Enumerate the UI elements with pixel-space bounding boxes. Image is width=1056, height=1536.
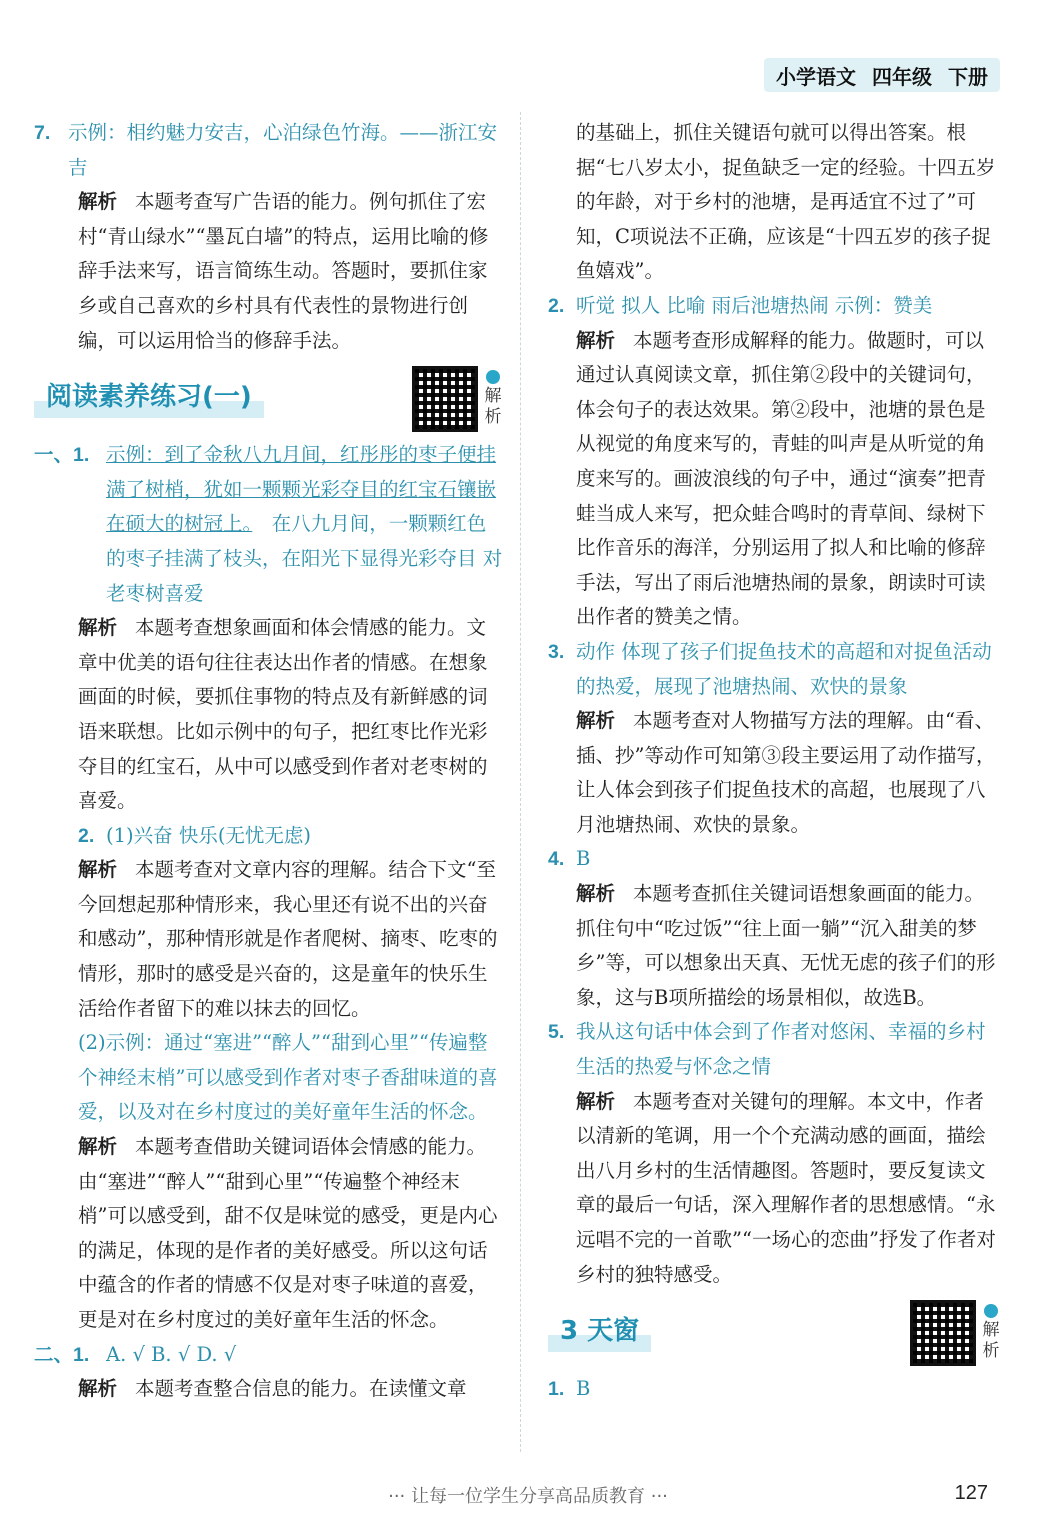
analysis-block [78,185,504,358]
right-column [548,116,1002,1407]
analysis-label: 解析 [78,616,118,640]
analysis-label: 解析 [576,1089,616,1113]
qr-label [980,1304,1002,1362]
answer-text: 示例：相约魅力安吉，心泊绿色竹海。——浙江安吉 [68,121,498,179]
question-number: 3. [548,640,565,663]
qr-label-text: 解析 [982,1320,1000,1362]
analysis-label: 解析 [78,1377,118,1401]
analysis-text: 本题考查对关键句的理解。本文中，作者以清新的笔调，用一个个充满动感的画面，描绘出八月乡村的生活情趣图。答题时，要反复读文章的最后一句话，深入理解作者的思想感情。“永远唱不完的一首歌”“一场心的恋曲”抒发了作者对乡村的独特感受。 [576,1089,996,1286]
section-header-lesson-3 [548,1300,1002,1366]
question-number: 一、1. [34,444,90,467]
question-number: 2. [78,824,95,847]
section-title: 3 天窗 [548,1314,651,1353]
answer-text: B [576,1377,591,1401]
question-1-2 [78,819,504,854]
question-4 [548,842,1002,877]
underlined-answer: 示例：到了金秋八九月间，红彤彤的枣子便挂满了树梢，犹如一颗颗光彩夺目的红宝石镶嵌在硕大的树冠上。 [106,443,497,536]
question-number: 1. [548,1378,565,1401]
question-number: 5. [548,1021,565,1044]
question-3 [548,635,1002,704]
analysis-block [78,853,504,1026]
answer-text: (1)兴奋 快乐(无忧无虑) [106,823,312,847]
question-number: 4. [548,848,565,871]
analysis-block [576,1085,1002,1293]
page-header [764,58,1000,92]
analysis-label: 解析 [576,882,616,906]
header-grade: 四年级 [872,64,932,89]
answer-text: A. √ B. √ D. √ [106,1342,237,1366]
question-2-1 [34,1338,504,1373]
analysis-label: 解析 [576,328,616,352]
lesson-3-question-1 [548,1372,1002,1407]
question-7 [34,116,504,185]
answer-text [106,438,504,611]
column-divider [520,112,521,1452]
qr-label-text: 解析 [484,386,502,428]
header-volume: 下册 [948,64,988,89]
qr-label [482,370,504,428]
left-column [34,116,504,1407]
analysis-text: 本题考查对人物描写方法的理解。由“看、插、抄”等动作可知第③段主要运用了动作描写，让人体会到孩子们捉鱼技术的高超，也展现了八月池塘热闹、欢快的景象。 [576,709,996,836]
analysis-text: 本题考查抓住关键词语想象画面的能力。抓住句中“吃过饭”“往上面一躺”“沉入甜美的梦乡”等，可以想象出天真、无忧无虑的孩子们的形象，这与B项所描绘的场景相似，故选B。 [576,882,996,1009]
analysis-label: 解析 [78,1135,118,1159]
analysis-continued: 的基础上，抓住关键语句就可以得出答案。根据“七八岁太小，捉鱼缺乏一定的经验。十四五岁的年龄，对于乡村的池塘，是再适宜不过了”可知，C项说法不正确，应该是“十四五岁的孩子捉鱼嬉戏”。 [576,121,996,283]
section-title: 阅读素养练习(一) [34,380,264,419]
question-number: 7. [34,122,51,144]
qr-code[interactable] [412,366,504,432]
question-number: 2. [548,294,565,317]
analysis-block [78,611,504,819]
question-2 [548,289,1002,324]
answer-text: 听觉 拟人 比喻 雨后池塘热闹 示例：赞美 [576,293,933,317]
header-subject: 小学语文 [776,64,856,89]
qr-code[interactable] [910,1300,1002,1366]
answer-text: B [576,847,591,871]
analysis-text: 本题考查借助关键词语体会情感的能力。由“塞进”“醉人”“甜到心里”“传遍整个神经末梢”可以感受到，甜不仅是味觉的感受，更是内心的满足，体现的是作者的美好感受。所以这句话中蕴含的作者的情感不仅是对枣子味道的喜爱，更是对在乡村度过的美好童年生活的怀念。 [78,1135,498,1331]
analysis-text: 本题考查写广告语的能力。例句抓住了宏村“青山绿水”“墨瓦白墙”的特点，运用比喻的修辞手法来写，语言简练生动。答题时，要抓住家乡或自己喜欢的乡村具有代表性的景物进行创编，可以运用恰当的修辞手法。 [78,190,489,352]
answer-text: (2)示例：通过“塞进”“醉人”“甜到心里”“传遍整个神经末梢”可以感受到作者对枣子香甜味道的喜爱，以及对在乡村度过的美好童年生活的怀念。 [78,1031,498,1124]
question-number: 二、1. [34,1343,90,1366]
question-5 [548,1015,1002,1084]
question-1-1 [34,438,504,611]
page-number: 127 [954,1482,988,1504]
analysis-block [576,324,1002,635]
analysis-label: 解析 [78,190,118,214]
qr-code-icon [910,1300,976,1366]
play-icon [984,1304,998,1318]
section-header-reading [34,366,504,432]
analysis-label: 解析 [576,709,616,733]
analysis-text: 本题考查形成解释的能力。做题时，可以通过认真阅读文章，抓住第②段中的关键词句，体会句子的表达效果。第②段中，池塘的景色是从视觉的角度来写的，青蛙的叫声是从听觉的角度来写的。画波浪线的句子中，通过“演奏”把青蛙当成人来写，把众蛙合鸣时的青草间、绿树下比作音乐的海洋，分别运用了拟人和比喻的修辞手法，写出了雨后池塘热闹的景象，朗读时可读出作者的赞美之情。 [576,328,986,629]
analysis-text: 本题考查整合信息的能力。在读懂文章 [135,1377,467,1401]
answer-text: 我从这句话中体会到了作者对悠闲、幸福的乡村生活的热爱与怀念之情 [576,1020,986,1079]
analysis-block [576,704,1002,842]
analysis-text: 本题考查想象画面和体会情感的能力。文章中优美的语句往往表达出作者的情感。在想象画面的时候，要抓住事物的特点及有新鲜感的词语来联想。比如示例中的句子，把红枣比作光彩夺目的红宝石，从中可以感受到作者对老枣树的喜爱。 [78,616,488,813]
question-1-2b [78,1026,504,1130]
play-icon [486,370,500,384]
analysis-block [78,1130,504,1338]
answer-rest: 在八九月间，一颗颗红色的枣子挂满了枝头，在阳光下显得光彩夺目 对老枣树喜爱 [106,512,503,605]
analysis-block [576,877,1002,1015]
qr-code-icon [412,366,478,432]
page-footer: ··· 让每一位学生分享高品质教育 ··· [388,1486,668,1507]
analysis-block [78,1372,504,1407]
answer-text: 动作 体现了孩子们捉鱼技术的高超和对捉鱼活动的热爱，展现了池塘热闹、欢快的景象 [576,639,992,698]
analysis-text: 本题考查对文章内容的理解。结合下文“至今回想起那种情形来，我心里还有说不出的兴奋和感动”，那种情形就是作者爬树、摘枣、吃枣的情形，那时的感受是兴奋的，这是童年的快乐生活给作者留下的难以抹去的回忆。 [78,858,498,1020]
analysis-label: 解析 [78,858,118,882]
